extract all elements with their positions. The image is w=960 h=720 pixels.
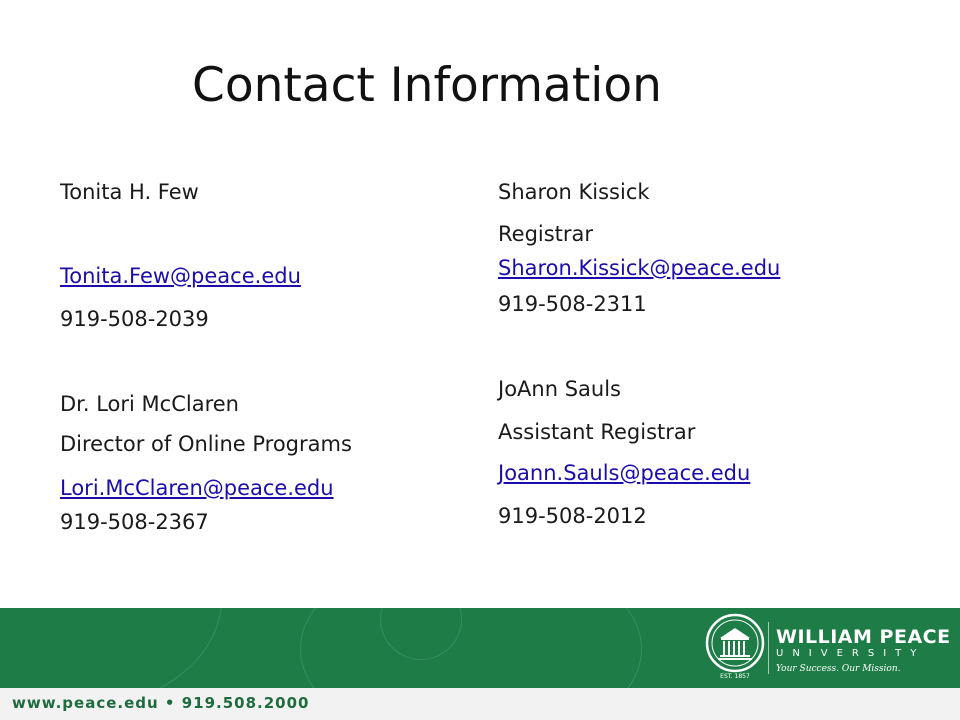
phone-tonita: 919-508-2039 bbox=[60, 307, 209, 331]
email-link-tonita[interactable]: Tonita.Few@peace.edu bbox=[60, 264, 301, 288]
footer-contact-line: www.peace.edu • 919.508.2000 bbox=[12, 694, 310, 712]
contact-title-joann: Assistant Registrar bbox=[498, 420, 696, 444]
decorative-arc bbox=[0, 608, 222, 688]
contact-name-lori: Dr. Lori McClaren bbox=[60, 392, 239, 416]
contact-name-joann: JoAnn Sauls bbox=[498, 377, 621, 401]
emblem-est-text: EST. 1857 bbox=[720, 673, 750, 680]
logo-divider bbox=[768, 622, 769, 674]
logo-tagline: Your Success. Our Mission. bbox=[776, 664, 901, 674]
phone-joann: 919-508-2012 bbox=[498, 504, 647, 528]
page-title: Contact Information bbox=[192, 58, 662, 113]
contact-name-tonita: Tonita H. Few bbox=[60, 180, 199, 204]
footer-strip bbox=[0, 688, 960, 720]
logo-subtitle: UNIVERSITY bbox=[776, 648, 926, 659]
contact-name-sharon: Sharon Kissick bbox=[498, 180, 650, 204]
phone-lori: 919-508-2367 bbox=[60, 510, 209, 534]
contact-title-sharon: Registrar bbox=[498, 222, 594, 246]
phone-sharon: 919-508-2311 bbox=[498, 292, 647, 316]
university-emblem-icon bbox=[704, 612, 766, 682]
decorative-arc bbox=[300, 608, 642, 688]
email-link-sharon[interactable]: Sharon.Kissick@peace.edu bbox=[498, 256, 781, 280]
email-link-joann[interactable]: Joann.Sauls@peace.edu bbox=[498, 461, 751, 485]
contact-title-lori: Director of Online Programs bbox=[60, 432, 352, 456]
email-link-lori[interactable]: Lori.McClaren@peace.edu bbox=[60, 476, 334, 500]
logo-name: WILLIAM PEACE bbox=[776, 626, 951, 648]
